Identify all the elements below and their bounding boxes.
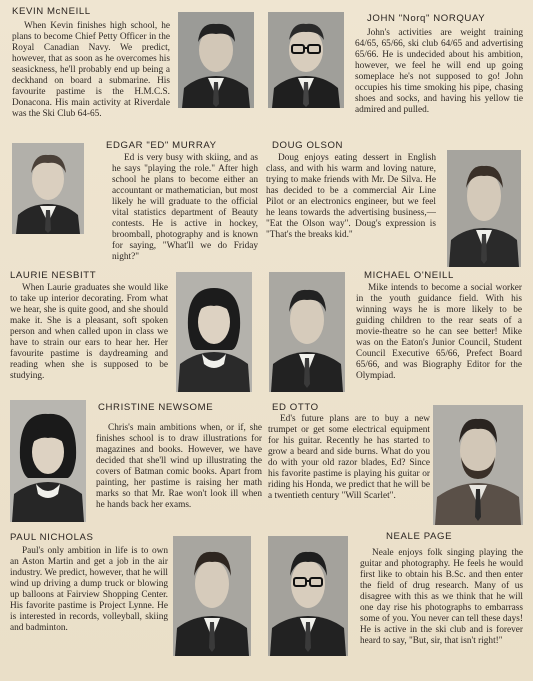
student-bio-paul-nicholas: Paul's only ambition in life is to own an Aston Martin and get a job in the air industry. We predict, however, that he will wind up driving a dump truck or blowing up balloons at Fairview Shopping Center. His favorite pastime is Project Lynne. He is interested in records, volleyball, skiing and badminton. bbox=[10, 546, 168, 633]
portrait-laurie-nesbitt bbox=[176, 272, 252, 392]
student-name-ed-otto: ED OTTO bbox=[272, 402, 319, 413]
portrait-doug-olson bbox=[447, 150, 521, 267]
student-name-michael-oneill: MICHAEL O'NEILL bbox=[364, 270, 454, 281]
portrait-ed-otto bbox=[433, 405, 523, 525]
portrait-kevin-mcneill bbox=[178, 12, 254, 108]
portrait-paul-nicholas-image bbox=[173, 536, 251, 656]
portrait-michael-oneill-image bbox=[269, 272, 345, 392]
student-bio-neale-page: Neale enjoys folk singing playing the guitar and photography. He feels he would first like to obtain his B.Sc. and then enter the field of drug research. Many of us disagree with this as we think that he will one day rise his photographs to embarrass some of you. You never can tell these days! He is active in the ski club and is forever heard to say, "But, sir, that isn't right!" bbox=[360, 548, 523, 646]
student-name-john-norquay: JOHN "Norq" NORQUAY bbox=[367, 13, 486, 24]
student-bio-christine-newsome: Chris's main ambitions when, or if, she finishes school is to draw illustrations for magazines and books. However, we have decided that she'll wind up illustrating the covers of Batman comic books. Apart from painting, her pastime is raising her math marks so that Mr. Rae won't look ill when he hands back her exams. bbox=[96, 423, 262, 510]
portrait-john-norquay bbox=[268, 12, 344, 108]
portrait-paul-nicholas bbox=[173, 536, 251, 656]
portrait-kevin-mcneill-image bbox=[178, 12, 254, 108]
portrait-edgar-murray-image bbox=[12, 143, 84, 234]
student-bio-edgar-murray: Ed is very busy with skiing, and as he says "playing the role." After high school he plans to become either an accountant or mathematician, but most likely he will graduate to the official vital statistics department of Beauty contests. He is active in hockey, broomball, photography and is known for saying, "What'll we do Friday night?" bbox=[112, 153, 258, 262]
student-bio-michael-oneill: Mike intends to become a social worker in the youth guidance field. With his winning ways he is more likely to be guiding children to the rear seats of a movie-theatre so he can see better! Mike was on the Eaton's Junior Council, Student Council Executive 65/66, Prefect Board 65/66, and was Biography Editor for the Olympiad. bbox=[356, 283, 522, 381]
student-name-kevin-mcneill: KEVIN McNEILL bbox=[12, 6, 91, 17]
portrait-michael-oneill bbox=[269, 272, 345, 392]
student-bio-john-norquay: John's activities are weight training 64/65, 65/66, ski club 64/65 and advertising 65/66. He is undecided about his ambition, however, we feel he will end up going someplace he's not supposed to go! John occupies his time smoking his pipe, chasing shoes and socks, and having his yellow tie admired and pulled. bbox=[355, 28, 523, 115]
student-bio-laurie-nesbitt: When Laurie graduates she would like to take up interior decorating. From what we hear, she is quite good, and she should make it. She is a pleasant, soft spoken person and when called upon in class we have to strain our ears to hear her. Her favourite pastime is daydreaming and reading when she is supposed to be studying. bbox=[10, 283, 168, 381]
student-name-laurie-nesbitt: LAURIE NESBITT bbox=[10, 270, 97, 281]
portrait-neale-page bbox=[268, 536, 348, 656]
student-bio-ed-otto: Ed's future plans are to buy a new trumpet or get some electrical equipment for his guitar. Recently he has started to grow a beard and side burns. What do you do with your old razor blades, Ed? Since his favorite pastime is playing his guitar or riding his Honda, we predict that he will be a twentieth century "Will Scarlet". bbox=[268, 414, 430, 501]
portrait-doug-olson-image bbox=[447, 150, 521, 267]
portrait-laurie-nesbitt-image bbox=[176, 272, 252, 392]
student-name-christine-newsome: CHRISTINE NEWSOME bbox=[98, 402, 214, 413]
student-name-neale-page: NEALE PAGE bbox=[386, 531, 453, 542]
portrait-john-norquay-image bbox=[268, 12, 344, 108]
portrait-christine-newsome bbox=[10, 400, 86, 522]
portrait-neale-page-image bbox=[268, 536, 348, 656]
student-bio-kevin-mcneill: When Kevin finishes high school, he plans to become Chief Petty Officer in the Royal Canadian Navy. We predict, however, that as soon as he overcomes his seasickness, he'll probably end up being a deckhand on board a submarine. His favourite pastime is the H.M.C.S. Donacona. His main activity at Riverdale was the Ski Club 64-65. bbox=[12, 21, 170, 119]
portrait-edgar-murray bbox=[12, 143, 84, 234]
portrait-ed-otto-image bbox=[433, 405, 523, 525]
portrait-christine-newsome-image bbox=[10, 400, 86, 522]
student-name-paul-nicholas: PAUL NICHOLAS bbox=[10, 532, 94, 543]
student-name-edgar-murray: EDGAR "ED" MURRAY bbox=[106, 140, 217, 151]
student-bio-doug-olson: Doug enjoys eating dessert in English class, and with his warm and loving nature, trying to make friends with Mr. De Silva. He has decided to be a commercial Air Line Pilot or an electronics engineer, but we feel he leans towards the advertising business,— "Eat the Olson way". Doug's expression is "That's the breaks kid." bbox=[266, 153, 436, 240]
student-name-doug-olson: DOUG OLSON bbox=[272, 140, 344, 151]
